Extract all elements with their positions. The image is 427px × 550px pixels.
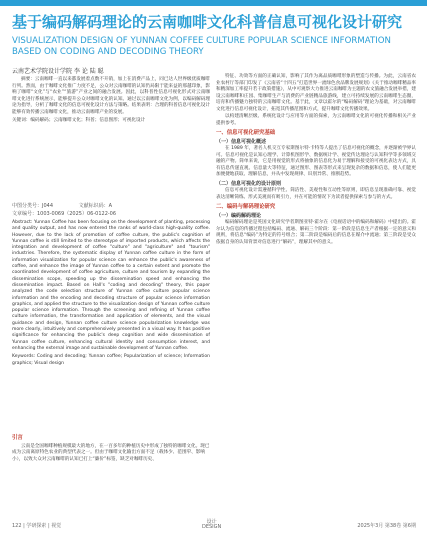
right-col-text-2: 以构建清晰层级、系统化设计与应用等方面的探索，为云南咖啡文化的可视化传播和相关产业提供参考。	[216, 114, 416, 126]
article-meta-row-1	[12, 202, 210, 209]
intro-heading: 引言	[12, 435, 23, 441]
page-footer	[12, 520, 416, 532]
right-col-text: 特征、功效等方面的正确认知，影响了其作为离品质咖啡形象的塑造与传播。为此，云南省农业农村厅等部门印发了《云南省“十四五”打造世界一流绿色食品牌发展规划》《关于推动咖啡精品率和精深加工率提升若干政策措施》，从中可观察大力推进云南咖啡为主题的农文旅融合发展举措，建设云南咖啡和庄园、集咖啡生产与消费的产业链精品旅游线，建立可持续发展的云南咖啡生态圈，培育和传播魅力独特的云南咖啡文化。基于此，文章以霍尔的“编码解码”理论为基础，对云南咖啡文化进行信息可视化设计，拓宽其传播范围和方式，提升咖啡文化传播效果。	[216, 74, 416, 112]
section-1-1-heading: （一）信息可视化概述	[216, 138, 267, 145]
section-2-1-text: 编码解码理论是英国文化研究学者斯图亚特·霍尔在《电视话语中的编码和解码》中提出的。霍尔认为信息的传播过程包括编码、流通、解码三个阶段：第一阶段是信息生产者根据一定的意义和规则，将信息“编码”为特定的符号组合；第二阶段是编码后的信息在媒介中流通；第三阶段是受众依据自身的认知背景对信息进行“解码”，理解其中的意义。	[216, 220, 416, 245]
footer-page-info: 122 | 学研探索 | 视觉	[12, 523, 62, 529]
article-title-en: VISUALIZATION DESIGN OF YUNNAN COFFEE CULTURE POPULAR SCIENCE INFORMATION BASED ON CODING AND DECODING THEORY	[12, 36, 391, 57]
section-1-2-heading: （二）信息可视化的设计原则	[216, 180, 282, 187]
right-column	[216, 74, 416, 514]
section-2-1-heading: （一）编码解码理论	[216, 212, 262, 219]
abstract-cn: 摘要：云南咖啡一直以来都发展着点数不开销，加上在消费产品上，同已达人世界级优质咖啡行列。然而，由于咖啡文化推广力度不足，公众对云南咖啡的认知仍局限于能来益的那越印象，影响了咖啡“文化”与“农业”“旅游”产业之间的融合发展。因此，以科普性信息可视化形式对云南咖啡文化进行系统展示，能够提升公众对咖啡文化的认知。通过以云南咖啡文化为例，以编码解码理论为指导，分析了咖啡文化的信息可视化设计方法与策略。结果表明：合理的科普信息可视化设计能够有效传播云南咖啡文化，推动云南咖啡产业的发展。	[12, 77, 210, 115]
footer-journal-logo	[202, 520, 221, 530]
section-1-2-text: 信息可视化设计需遵循科学性、简洁性、美观性和互动性等原则，即信息呈现准确可靠、视觉表达清晰简练、形式美观而有吸引力，并在可能的情况下为读者提供探索与参与的方式。	[216, 188, 416, 200]
footer-issue-info: 2025年3月 第38卷 第6期	[357, 523, 416, 529]
intro-text: 云南是全国咖啡种植规模最大的地方，在一百多年的种植历史中形成了独特的咖啡文化。现已成为云南离原特色农业的典型代表之一。但由于咖啡文化输出方面不足（载体少、范围窄、影响小），以致大众对云南咖啡的认知已打上“廉价”标签，缺乏对咖啡历史、	[12, 443, 210, 462]
author-line: 云南艺术学院设计学院 李 论 陆 聪	[12, 68, 104, 75]
document-code: 文献标识码：A	[78, 203, 113, 209]
section-2-heading: 二、编码与解码理论研究	[216, 204, 276, 210]
article-title-cn: 基于编码解码理论的云南咖啡文化科普信息可视化设计研究	[12, 13, 403, 31]
introduction-block	[12, 432, 210, 510]
section-1-1-text: 在 1989 年，著名人机交互专家斯图尔特·卡特等人提出了信息可视化的概念，并逐渐被学界认可。信息可视化是认知心理学、计算机图形学、数据统计学、视觉传达理论与认知科学等多领域交融的产物。简单来说，它是用视觉的形式将抽象的信息化为易于理解和接受的可视化表达方式，具有信息传递直观、信息量大等特征，通过图形、图表等形式来呈现复杂的数据和信息，使人们能更加便捷地获取、理解信息，并从中发现规律、识别异常、推断趋势。	[216, 146, 416, 177]
clc-number: 中图分类号：J044	[12, 203, 54, 209]
section-1-heading: 一、信息可视化研究基础	[216, 130, 276, 136]
footer-logo-top: 设计	[206, 519, 217, 525]
article-number: 文章编号：1003-0069（2025）06-0122-06	[12, 211, 117, 217]
header-accent-bar	[0, 0, 427, 6]
footer-logo-bottom: DESIGN	[202, 524, 222, 530]
abstract-en-block	[12, 220, 210, 366]
abstract-en: Abstract: Yunnan Coffee has been focusing on the development of planting, processing and quality output, and has now entered the ranks of world-class high-quality coffee. However, due to the lack of promotion of coffee culture, the public's cognition of Yunnan coffee is still limited to the stereotype of imported products, which affects the integration and development of coffee "culture" and "agriculture" and "tourism" industries. Therefore, the systematic display of Yunnan coffee culture in the form of information visualization for popular science can enhance the public's awareness of coffee, and enhance the image of Yunnan coffee to a certain extent and promote the coordinated development of coffee agriculture, culture and tourism by expanding the dissemination scope, speeding up the dissemination speed and enhancing the dissemination impact. Based on Hall's "coding and decoding" theory, this paper analyzed the code selection structure of Yunnan coffee culture popular science information and the encoding and decoding structure of popular science information graphics, and applied the structure to the visualization design of Yunnan coffee culture popular science information. Through the screening and refining of Yunnan coffee culture information, the transformation and application of elements, and the visual guidance and design, Yunnan coffee culture science popularization knowledge was more clearly, intuitively and comprehensively presented in a visual way. It has positive significance for enhancing the public's deep cognition and wide dissemination of Yunnan coffee culture, enhancing cultural identity and consumption interest, and enhancing the external image and sustainable development of Yunnan coffee.	[12, 220, 210, 351]
keywords-cn: 关键词：编码解码；云南咖啡文化；科普；信息图形；可视化设计	[12, 118, 146, 123]
abstract-cn-block	[12, 77, 210, 125]
article-meta-row-2	[12, 210, 210, 217]
keywords-en: Keywords: Coding and decoding; Yunnan coffee; Popularization of science; Information graphics; Visual design	[12, 354, 210, 366]
